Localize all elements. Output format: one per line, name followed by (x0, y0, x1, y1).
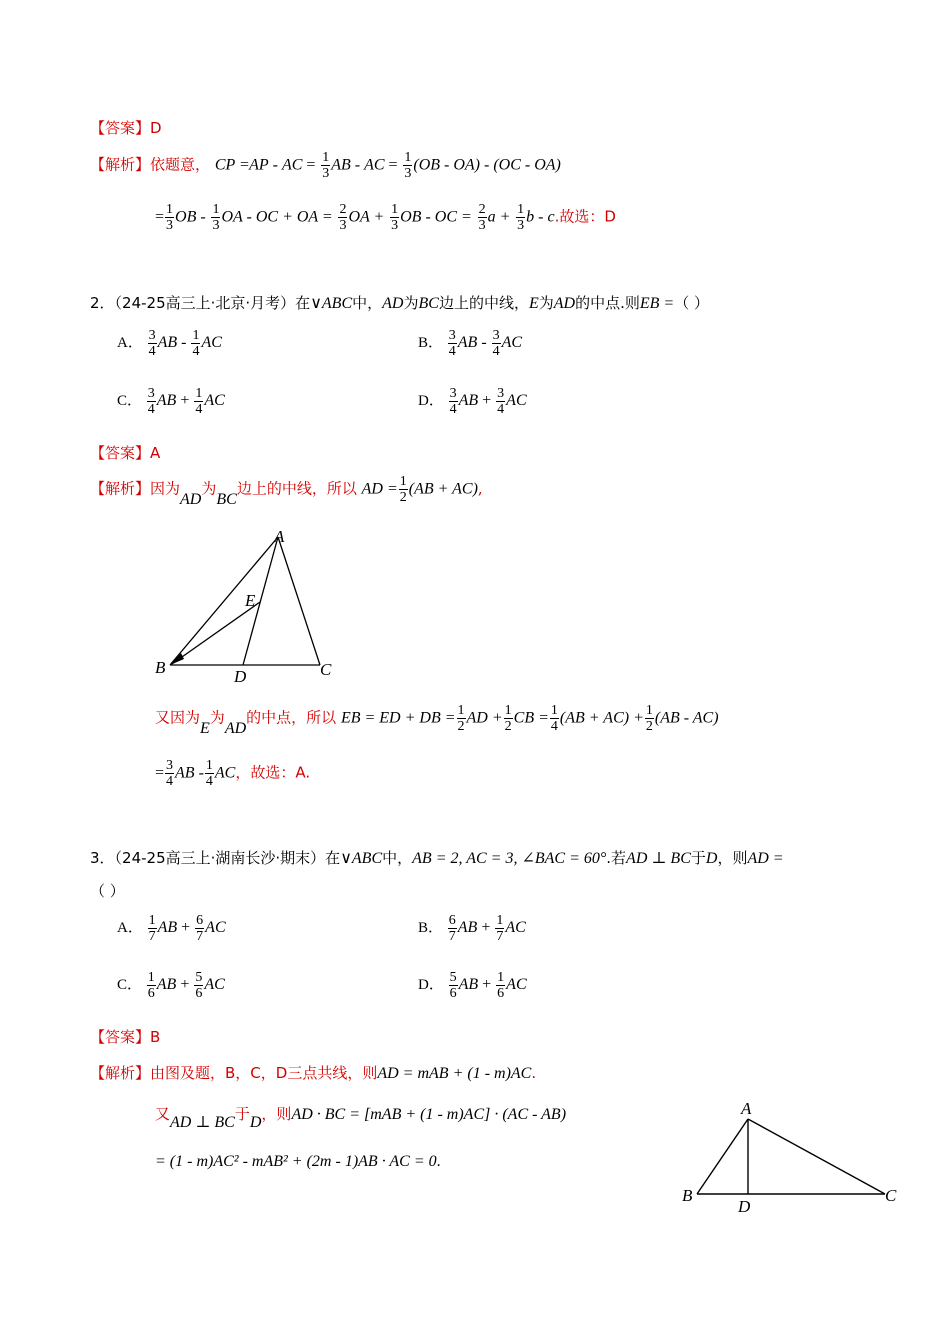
q2-answer (90, 442, 160, 463)
q3-option-a[interactable]: A． $\frac{1}{7}$ AB + $\frac{6}{7}$ AC (117, 913, 226, 944)
q3-analysis-line1: 【解析】由图及题，B，C，D三点共线，则AD = mAB + (1 - m)AC. (90, 1064, 537, 1082)
expr: OB - OC = (400, 208, 472, 226)
answer-blank: （ ） (674, 294, 709, 312)
edge-ac (278, 537, 320, 665)
label-e: E (245, 591, 256, 610)
triangle: ∨ABC (340, 850, 383, 867)
conclusion: .故选：D (554, 207, 616, 226)
q2-triangle-figure (150, 525, 350, 690)
q3-answer-blank: （ ） (90, 882, 125, 900)
label-c: C (320, 660, 332, 679)
answer-value: A (150, 444, 161, 462)
q2-option-d[interactable]: D． $\frac{3}{4}$ AB + $\frac{3}{4}$ AC (418, 386, 527, 417)
q2-option-b[interactable]: B． $\frac{3}{4}$ AB - $\frac{3}{4}$ AC (418, 328, 523, 359)
q2-analysis-line1: 【解析】因为AD为BC边上的中线，所以 AD = $\frac{1}{2}$ (AB + AC), (90, 474, 483, 508)
vec-ac: AC (364, 156, 385, 174)
answer-label: 【答案】 (90, 119, 151, 137)
expr: OA - OC + OA = (221, 208, 333, 226)
q3-analysis-line2: 又AD ⊥ BC于D，则AD · BC = [mAB + (1 - m)AC] · (AC - AB) (155, 1105, 567, 1131)
analysis-intro: 依题意， (150, 155, 211, 174)
analysis-label: 【解析】 (90, 1064, 151, 1082)
q1-analysis-line1: 【解析】依题意， CP =AP - AC = $\frac{1}{3}$ AB - AC = $\frac{1}{3}$ (OB - OA) - (OC - OA) (90, 150, 561, 181)
fraction: $\frac{1}{3}$ (166, 202, 174, 233)
fraction: $\frac{2}{3}$ (339, 202, 347, 233)
q3-stem: 3．（24-25高三上·湖南长沙·期末）在∨ABC中，AB = 2, AC = 3, ∠BAC = 60°.若AD ⊥ BC于D，则AD = (90, 849, 784, 867)
label-c: C (885, 1186, 897, 1205)
label-b: B (682, 1186, 693, 1205)
question-number: 3． (90, 849, 115, 867)
q3-option-d[interactable]: D． $\frac{5}{6}$ AB + $\frac{1}{6}$ AC (418, 970, 527, 1001)
q2-analysis-line2: 又因为E为AD的中点，所以 EB = ED + DB = $\frac{1}{2}$ AD + $\frac{1}{2}$ CB = $\frac{1}{4}$ (AB + AC) + $\frac{1}{2}$ (AB - AC) (155, 703, 719, 737)
answer-label: 【答案】 (90, 1028, 151, 1046)
vec-cp: CP (214, 156, 236, 174)
vec-ac: AC (281, 156, 303, 174)
q3-answer (90, 1026, 160, 1047)
vec-ab: AB (331, 156, 351, 174)
answer-value: B (150, 1028, 161, 1046)
vec-ap: AP (249, 156, 269, 174)
label-a: A (741, 1099, 752, 1118)
question-source: （24-25高三上·湖南长沙·期末） (114, 849, 326, 867)
question-source: （24-25高三上·北京·月考） (114, 294, 296, 312)
fraction: $\frac{1}{3}$ (322, 150, 330, 181)
q3-analysis-line3: = (1 - m)AC² - mAB² + (2m - 1)AB · AC = 0. (155, 1153, 441, 1170)
fraction: $\frac{1}{3}$ (404, 150, 412, 181)
fraction: $\frac{1}{3}$ (517, 202, 525, 233)
triangle: ∨ABC (310, 295, 353, 312)
expr: b - c (526, 208, 555, 226)
analysis-label: 【解析】 (90, 479, 151, 498)
edge-ab (170, 537, 278, 665)
arrowhead (170, 653, 184, 665)
expr: OB - (175, 208, 206, 226)
answer-label: 【答案】 (90, 444, 151, 462)
expr: a + (487, 208, 511, 226)
q2-option-a[interactable]: A． $\frac{3}{4}$ AB - $\frac{1}{4}$ AC (117, 328, 222, 359)
label-d: D (234, 667, 247, 686)
label-d: D (738, 1197, 751, 1216)
q1-answer (90, 117, 162, 138)
q2-analysis-line3: = $\frac{3}{4}$ AB - $\frac{1}{4}$ AC，故选：A. (155, 758, 311, 789)
q2-stem: 2．（24-25高三上·北京·月考）在∨ABC中，AD为BC边上的中线，E为AD的中点.则EB =（ ） (90, 294, 709, 312)
expr: (OB - OA) - (OC - OA) (413, 156, 561, 174)
analysis-label: 【解析】 (90, 155, 151, 174)
expr: OA + (348, 208, 385, 226)
q1-analysis-line2: = $\frac{1}{3}$ OB - $\frac{1}{3}$ OA - OC + OA = $\frac{2}{3}$ OA + $\frac{1}{3}$ OB - OC = $\frac{2}{3}$ a + $\frac{1}{3}$ b - c.故选：D (155, 202, 616, 233)
answer-value: D (150, 119, 162, 137)
fraction: $\frac{1}{3}$ (212, 202, 220, 233)
q2-option-c[interactable]: C． $\frac{3}{4}$ AB + $\frac{1}{4}$ AC (117, 386, 225, 417)
fraction: $\frac{1}{3}$ (391, 202, 399, 233)
label-b: B (155, 658, 166, 677)
question-number: 2． (90, 294, 115, 312)
edge-ab (697, 1119, 748, 1194)
label-a: A (274, 527, 285, 546)
q3-triangle-figure (675, 1095, 910, 1220)
q3-option-b[interactable]: B． $\frac{6}{7}$ AB + $\frac{1}{7}$ AC (418, 913, 526, 944)
q3-option-c[interactable]: C． $\frac{1}{6}$ AB + $\frac{5}{6}$ AC (117, 970, 225, 1001)
fraction: $\frac{2}{3}$ (478, 202, 486, 233)
edge-ac (748, 1119, 885, 1194)
